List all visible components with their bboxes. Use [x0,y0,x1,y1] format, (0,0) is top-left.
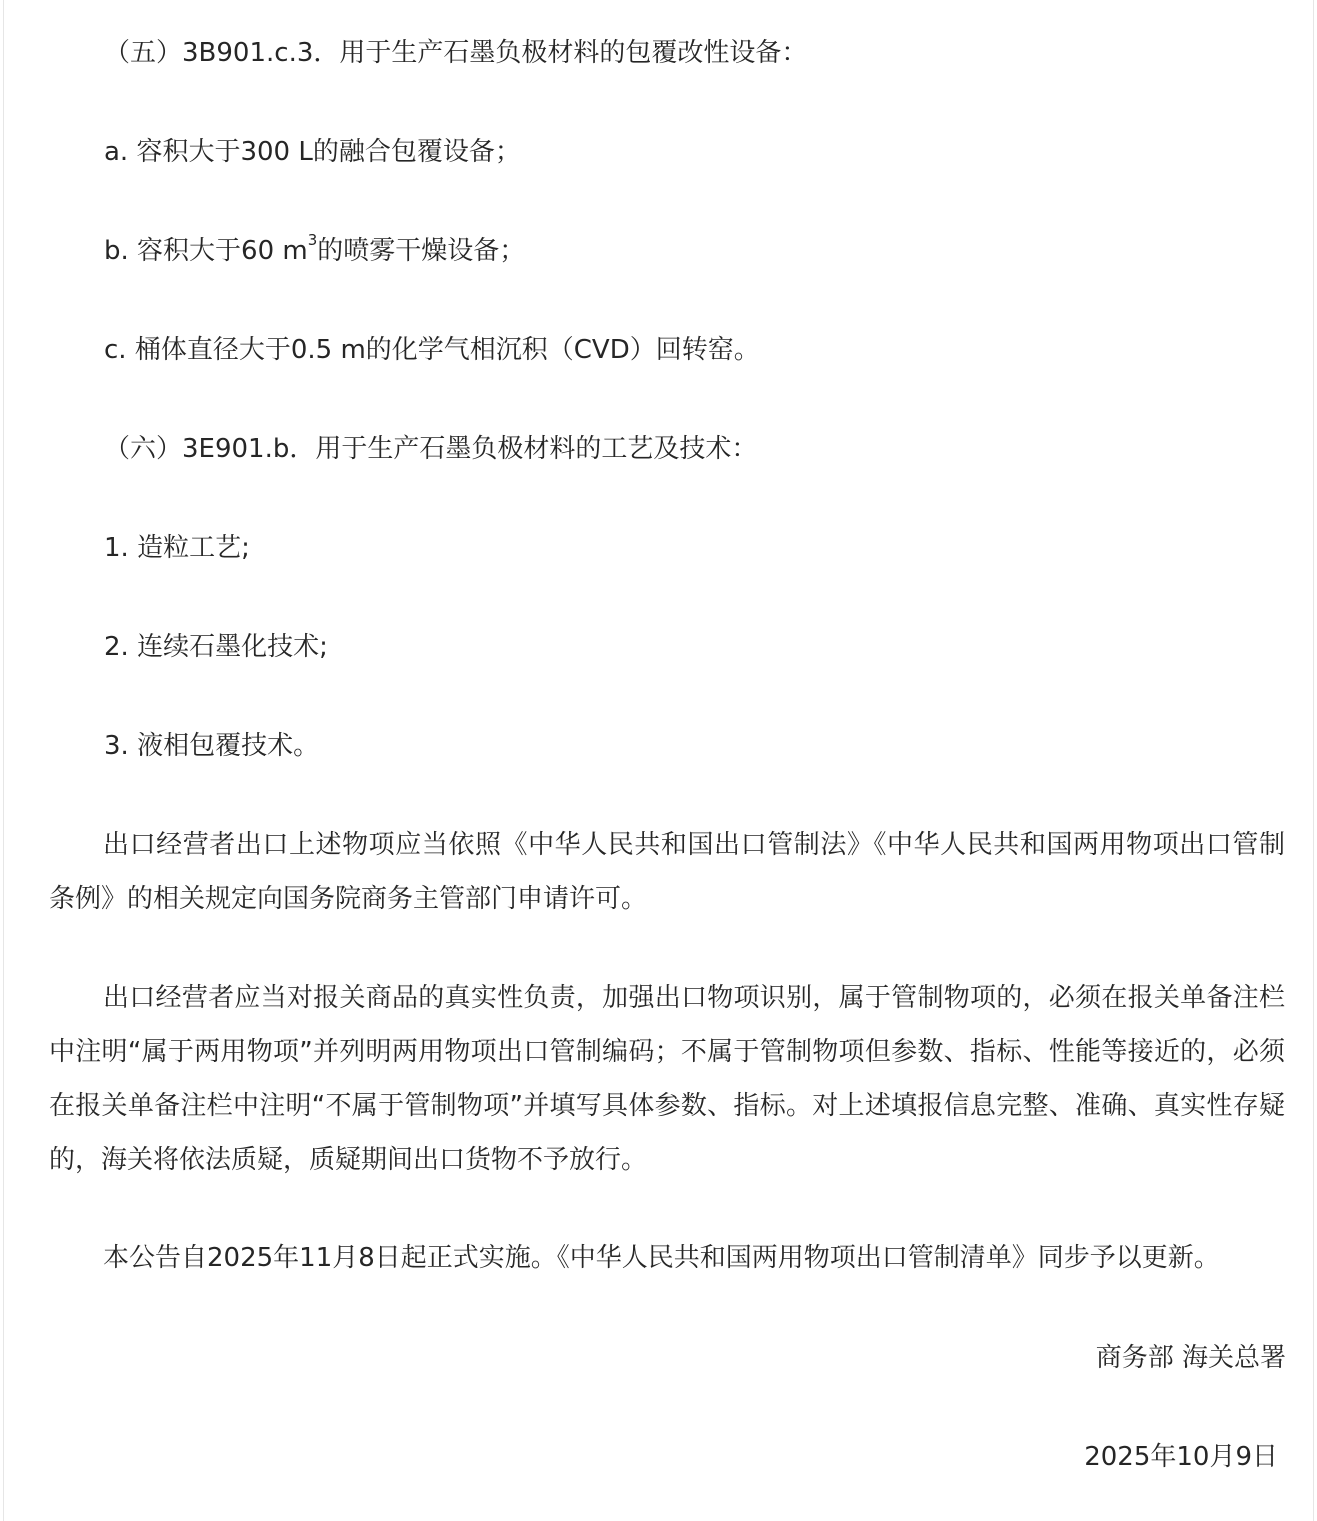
issue-date: 2025年10月9日 [1084,1442,1278,1472]
issuing-authorities: 商务部 海关总署 [1095,1343,1286,1373]
section-six-heading: （六）3E901.b．用于生产石墨负极材料的工艺及技术： [104,434,758,464]
item-b-text: b. 容积大于60 m [104,236,308,266]
section-five-item-c: c. 桶体直径大于0.5 m的化学气相沉积（CVD）回转窑。 [104,335,760,365]
paragraph-license-requirement: 出口经营者出口上述物项应当依照《中华人民共和国出口管制法》《中华人民共和国两用物项出口管制条例》的相关规定向国务院商务主管部门申请许可。 [49,830,1285,914]
paragraph-customs-declaration: 出口经营者应当对报关商品的真实性负责，加强出口物项识别，属于管制物项的，必须在报关单备注栏中注明“属于两用物项”并列明两用物项出口管制编码；不属于管制物项但参数、指标、性能等接近的，必须在报关单备注栏中注明“不属于管制物项”并填写具体参数、指标。对上述填报信息完整、准确、真实性存疑的，海关将依法质疑，质疑期间出口货物不予放行。 [49,983,1285,1175]
paragraph-effective-date: 本公告自2025年11月8日起正式实施。《中华人民共和国两用物项出口管制清单》同步予以更新。 [103,1243,1220,1273]
item-b-text-end: 的喷雾干燥设备； [317,236,526,266]
section-six-item-3: 3. 液相包覆技术。 [104,731,320,761]
section-six-item-2: 2. 连续石墨化技术; [104,632,328,662]
section-six-item-1: 1. 造粒工艺; [104,533,250,563]
section-five-item-b [104,231,526,266]
item-b-superscript: 3 [307,231,318,250]
section-five-item-a: a. 容积大于300 L的融合包覆设备； [104,137,521,167]
section-five-heading: （五）3B901.c.3．用于生产石墨负极材料的包覆改性设备： [104,38,808,68]
